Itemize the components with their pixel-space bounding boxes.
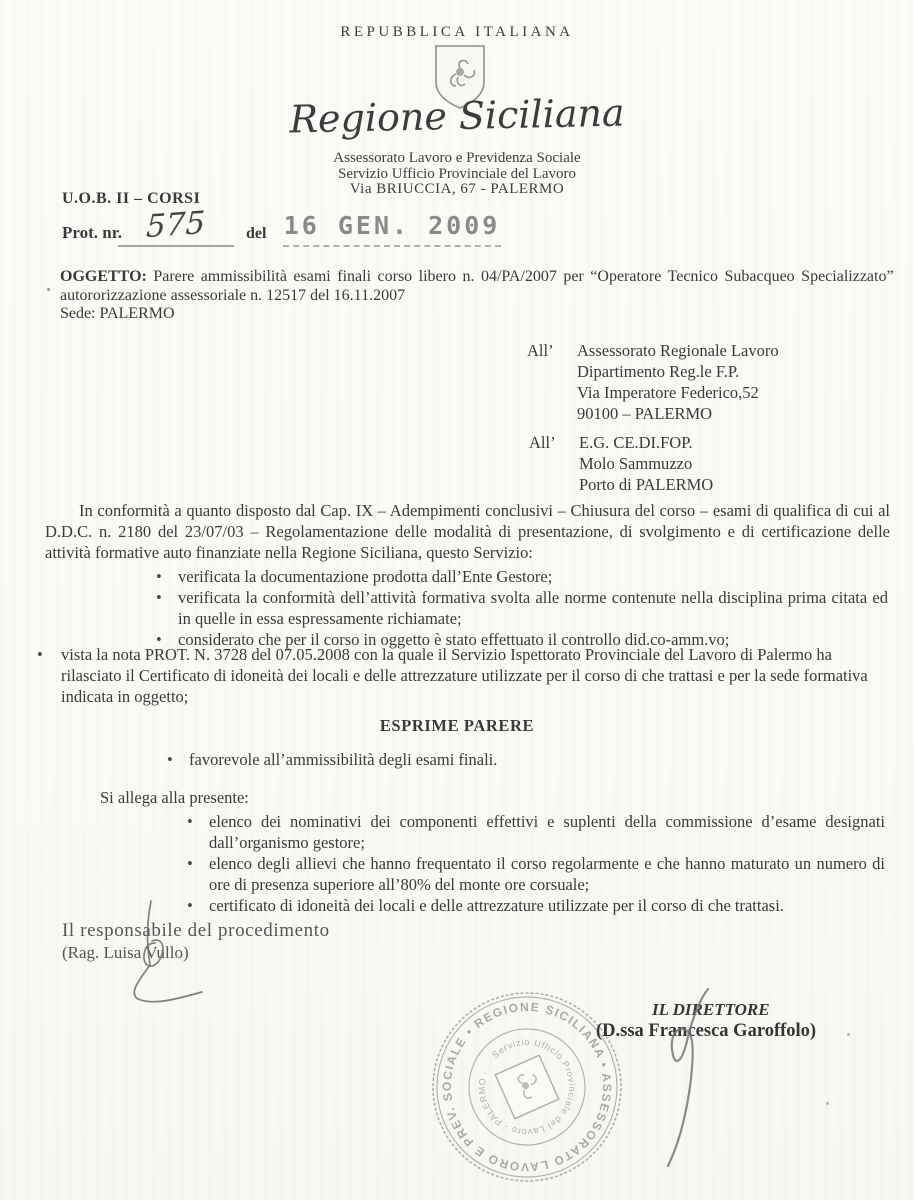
recipient-2-line: E.G. CE.DI.FOP. (579, 433, 693, 452)
letterhead-address: Via BRIUCCIA, 67 - PALERMO (349, 181, 565, 197)
office-round-stamp-icon (413, 973, 641, 1200)
subject-block (60, 268, 910, 324)
outdented-bullet-list (33, 644, 891, 707)
bullet-item: • verificata la conformità dell’attività formativa svolta alle norme contenute nella disciplina prima citata ed in quelle in essa espressamente richiamate; (152, 587, 888, 629)
bullet-item-favorevole: • favorevole all’ammissibilità degli esami finali. (163, 750, 763, 770)
scan-speck (826, 1102, 829, 1105)
attachment-item: • certificato di idoneità dei locali e delle attrezzature utilizzate per il corso di che trattasi. (183, 895, 885, 916)
office-unit-label: U.O.B. II – CORSI (62, 190, 201, 207)
verdict-title: ESPRIME PARERE (379, 716, 535, 735)
attachment-item: • elenco degli allievi che hanno frequentato il corso regolarmente e che hanno maturato un numero di ore di presenza superiore all’80% del monte ore corsuale; (183, 853, 885, 895)
recipient-2-to: All’ (529, 433, 556, 452)
body-bullet-list (152, 566, 888, 650)
director-role-text: IL DIRETTORE (652, 1000, 770, 1019)
letterhead-republic: REPUBBLICA ITALIANA (340, 24, 574, 40)
responsible-handwritten-signature (108, 893, 238, 1013)
recipient-1-line: Assessorato Regionale Lavoro (577, 341, 779, 360)
subject-line1 (60, 268, 910, 287)
attachment-item: • elenco dei nominativi dei componenti effettivi e suplenti della commissione d’esame designati dall’organismo gestore; (183, 811, 885, 853)
subject-line3: Sede: PALERMO (60, 305, 175, 322)
letterhead-dept2: Servizio Ufficio Provinciale del Lavoro (338, 166, 576, 182)
subject-line1-text: Parere ammissibilità esami finali corso libero n. 04/PA/2007 per “Operatore Tecnico Subacqueo Specializzato” (146, 268, 894, 285)
recipient-1-to: All’ (527, 341, 554, 360)
attachments-intro: Si allega alla presente: (100, 788, 249, 807)
letterhead-dept1: Assessorato Lavoro e Previdenza Sociale (333, 150, 581, 166)
verdict-bullet-list (163, 750, 763, 770)
director-name-text: (D.ssa Francesca Garoffolo) (596, 1021, 817, 1041)
protocol-number-handwritten: 575 (145, 204, 207, 246)
responsible-name-text: (Rag. Luisa Vullo) (62, 943, 189, 962)
attachments-list (183, 811, 885, 916)
scan-speck (847, 1033, 850, 1036)
protocol-date-stamp: 16 GEN. 2009 (283, 211, 501, 240)
subject-line2: autororizzazione assessoriale n. 12517 del 16.11.2007 (60, 286, 406, 304)
stamp-outer-text: • REGIONE SICILIANA • ASSESSORATO LAVORO E PREV. SOCIALE (439, 999, 615, 1175)
director-handwritten-signature (630, 983, 740, 1173)
protocol-number-field (118, 204, 234, 247)
recipient-2-line: Porto di PALERMO (579, 475, 714, 494)
protocol-date-field (283, 205, 501, 247)
recipient-block-1 (527, 340, 887, 424)
bullet-item: • considerato che per il corso in oggetto è stato effettuato il controllo did.co-amm.vo; (152, 629, 888, 650)
subject-label: OGGETTO: (60, 268, 147, 285)
responsible-role-text: Il responsabile del procedimento (62, 920, 330, 941)
protocol-date-label: del (246, 225, 267, 242)
scan-speck (47, 288, 50, 291)
bullet-item-vista-nota: • vista la nota PROT. N. 3728 del 07.05.2008 con la quale il Servizio Ispettorato Provinciale del Lavoro di Palermo ha rilasciato il Certificato di idoneità dei locali e delle attrezzature utilizzate per il corso di che trattasi e per la sede formativa indicata in oggetto; (33, 644, 891, 707)
body-intro-paragraph: In conformità a quanto disposto dal Cap. IX – Adempimenti conclusivi – Chiusura del corso – esami di qualifica di cui al D.D.C. n. 2180 del 23/07/03 – Regolamentazione delle modalità di presentazione, di svolgimento e di certificazione delle attività formative auto finanziate nella Regione Siciliana, questo Servizio: (45, 501, 890, 562)
letterhead-region-script: Regione Siciliana (288, 90, 626, 142)
recipient-block-2 (529, 432, 889, 495)
recipient-2-line: Molo Sammuzzo (579, 454, 693, 473)
stamp-inner-text: Servizio Ufficio Provinciale del Lavoro - PALERMO - (476, 1036, 578, 1138)
recipient-1-line: Dipartimento Reg.le F.P. (577, 362, 740, 381)
recipient-1-line: 90100 – PALERMO (577, 404, 713, 423)
protocol-number-label: Prot. nr. (62, 223, 122, 242)
recipient-1-line: Via Imperatore Federico,52 (577, 383, 759, 402)
bullet-item: • verificata la documentazione prodotta dall’Ente Gestore; (152, 566, 888, 587)
